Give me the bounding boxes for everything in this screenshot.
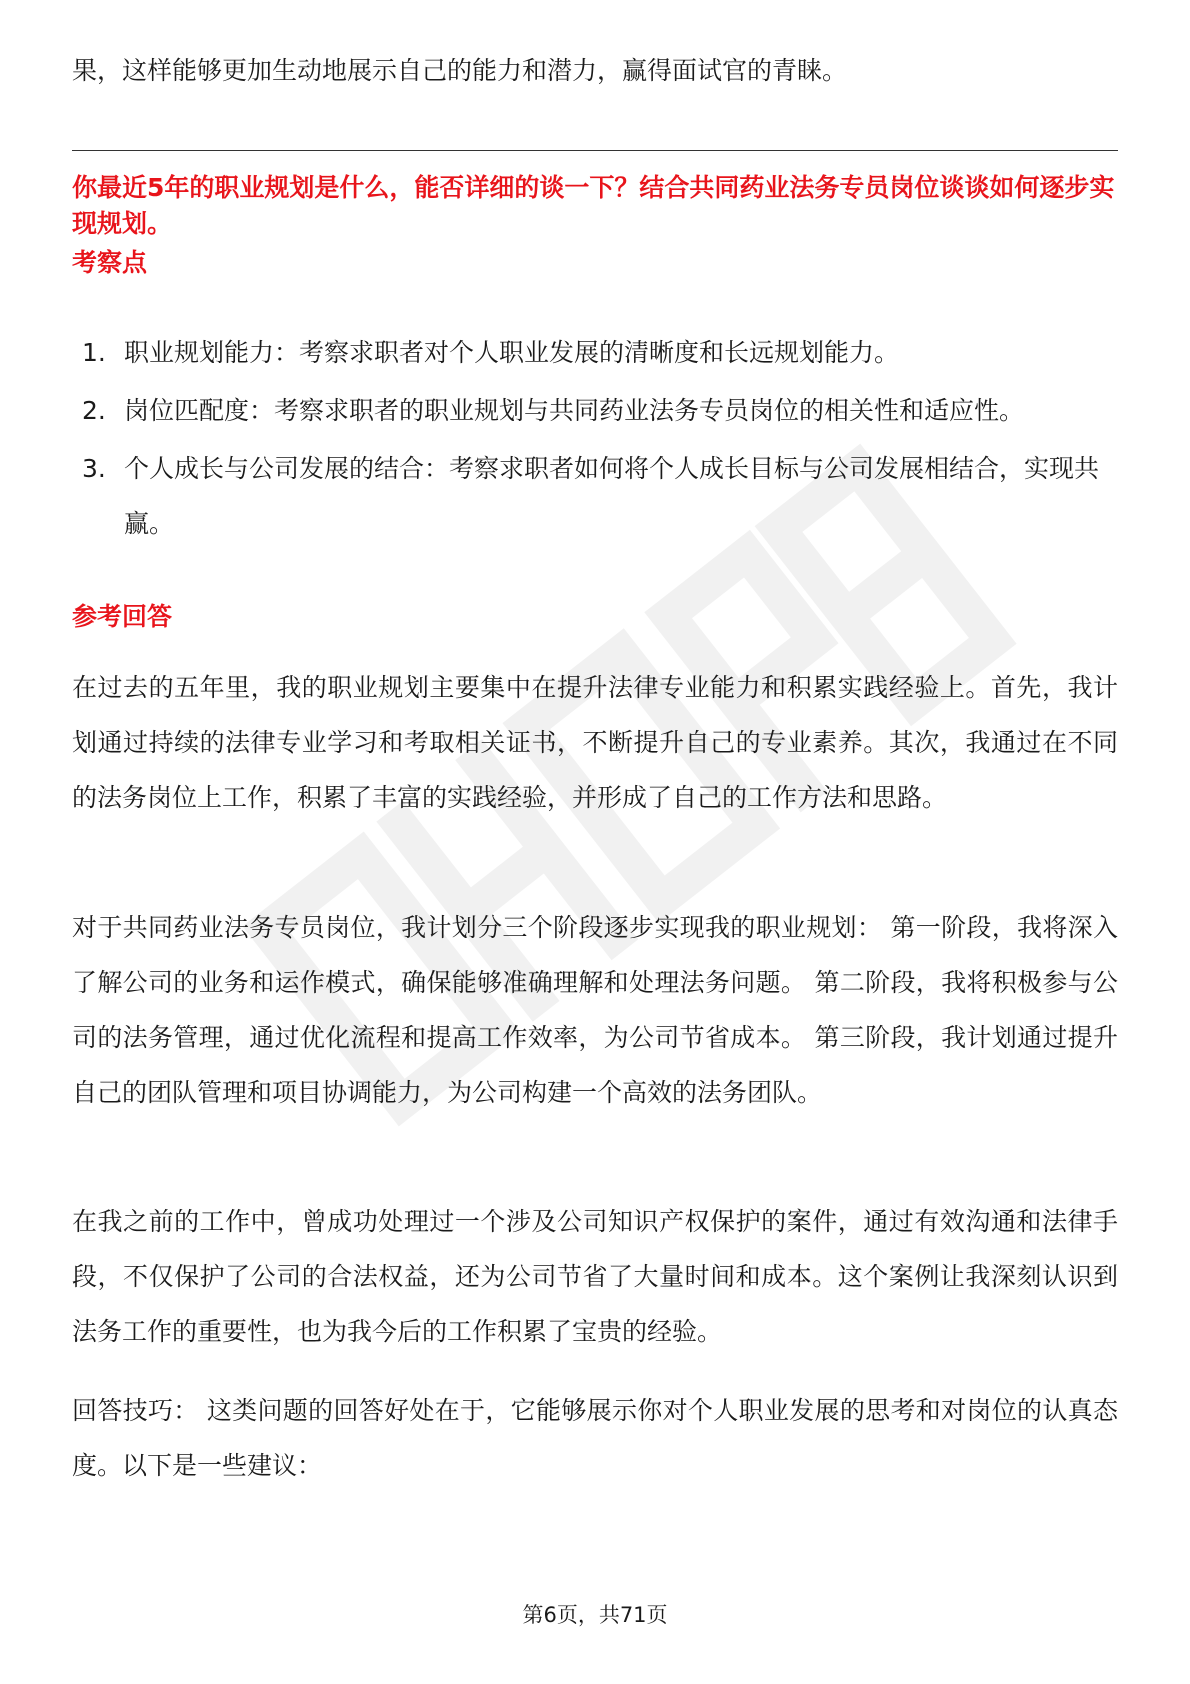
list-item: [72, 325, 1118, 380]
list-item-text: 岗位匹配度：考察求职者的职业规划与共同药业法务专员岗位的相关性和适应性。: [124, 396, 1025, 425]
answer-paragraph: 对于共同药业法务专员岗位，我计划分三个阶段逐步实现我的职业规划： 第一阶段，我将深入了解公司的业务和运作模式，确保能够准确理解和处理法务问题。 第二阶段，我将积极参与公司的法务管理，通过优化流程和提高工作效率，为公司节省成本。 第三阶段，我计划通过提升自己的团队管理和项目协调能力，为公司构建一个高效的法务团队。: [72, 913, 1118, 1107]
list-item-number: 1.: [82, 338, 106, 367]
continued-text-line: 果，这样能够更加生动地展示自己的能力和潜力，赢得面试官的青睐。: [72, 56, 848, 85]
exam-points-heading: 考察点: [72, 248, 148, 277]
section-divider: [72, 150, 1118, 151]
exam-points-list: [72, 325, 1118, 554]
list-item: [72, 441, 1118, 551]
answer-paragraph: 在过去的五年里，我的职业规划主要集中在提升法律专业能力和积累实践经验上。首先，我计划通过持续的法律专业学习和考取相关证书，不断提升自己的专业素养。其次，我通过在不同的法务岗位上工作，积累了丰富的实践经验，并形成了自己的工作方法和思路。: [72, 673, 1118, 812]
answer-tips-paragraph: 回答技巧： 这类问题的回答好处在于，它能够展示你对个人职业发展的思考和对岗位的认真态度。以下是一些建议：: [72, 1396, 1118, 1480]
list-item-text: 个人成长与公司发展的结合：考察求职者如何将个人成长目标与公司发展相结合，实现共赢。: [124, 454, 1100, 538]
list-item-text: 职业规划能力：考察求职者对个人职业发展的清晰度和长远规划能力。: [124, 338, 900, 367]
reference-answer-heading: 参考回答: [72, 602, 173, 631]
list-item: [72, 383, 1118, 438]
page-number-footer: 第6页，共71页: [522, 1603, 668, 1627]
answer-paragraph: 在我之前的工作中，曾成功处理过一个涉及公司知识产权保护的案件，通过有效沟通和法律手段，不仅保护了公司的合法权益，还为公司节省了大量时间和成本。这个案例让我深刻认识到法务工作的重要性，也为我今后的工作积累了宝贵的经验。: [72, 1207, 1118, 1346]
interview-question: 你最近5年的职业规划是什么，能否详细的谈一下？结合共同药业法务专员岗位谈谈如何逐步实现规划。: [72, 173, 1115, 238]
list-item-number: 3.: [82, 454, 106, 483]
list-item-number: 2.: [82, 396, 106, 425]
